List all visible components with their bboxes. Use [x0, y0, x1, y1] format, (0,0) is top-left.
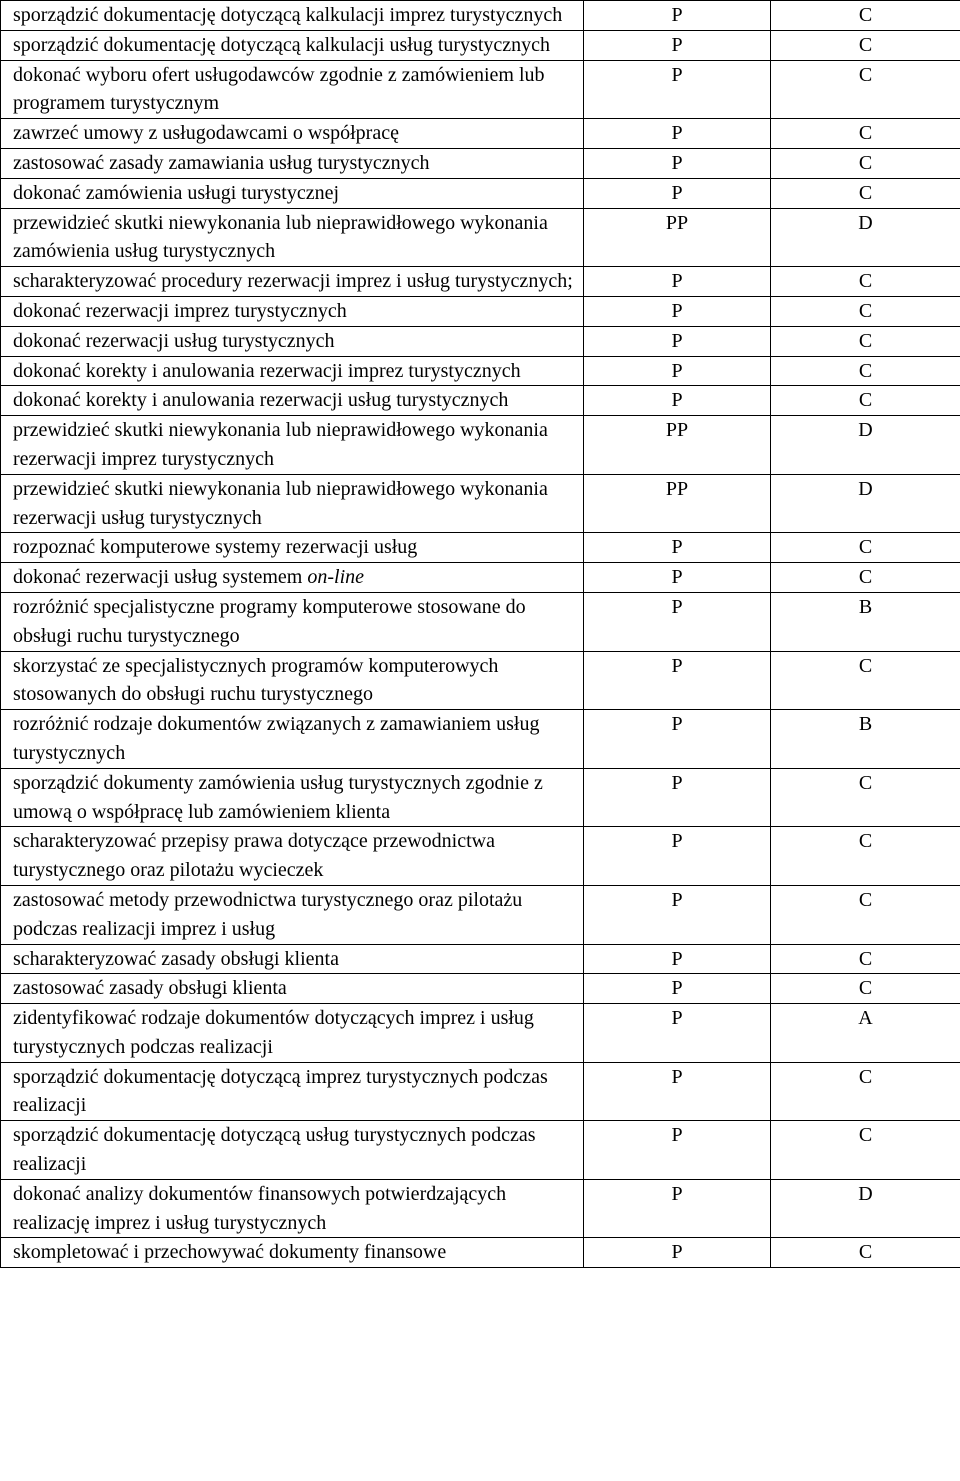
- skill-cell: [1, 974, 584, 1004]
- skill-text: zastosować zasady obsługi klienta: [13, 977, 287, 1000]
- skill-cell: [1, 208, 584, 267]
- category-cell: C: [771, 768, 960, 827]
- skill-cell: [1, 533, 584, 563]
- category-cell: C: [771, 974, 960, 1004]
- table-row: [1, 710, 960, 769]
- skill-cell: [1, 1004, 584, 1063]
- requirements-table-body: [1, 1, 960, 1268]
- table-row: [1, 885, 960, 944]
- table-row: [1, 1, 960, 31]
- level-cell: P: [584, 885, 771, 944]
- table-row: [1, 827, 960, 886]
- level-cell: PP: [584, 474, 771, 533]
- level-cell: P: [584, 178, 771, 208]
- table-row: [1, 60, 960, 119]
- category-cell: C: [771, 533, 960, 563]
- skill-cell: [1, 592, 584, 651]
- category-cell: C: [771, 30, 960, 60]
- table-row: [1, 651, 960, 710]
- skill-cell: [1, 768, 584, 827]
- skill-cell: [1, 296, 584, 326]
- category-cell: C: [771, 563, 960, 593]
- skill-text: sporządzić dokumenty zamówienia usług turystycznych zgodnie z umową o współpracę lub zamówieniem klienta: [13, 771, 543, 823]
- skill-cell: [1, 1179, 584, 1238]
- category-cell: C: [771, 1062, 960, 1121]
- table-row: [1, 386, 960, 416]
- category-cell: C: [771, 148, 960, 178]
- category-cell: D: [771, 208, 960, 267]
- category-cell: C: [771, 267, 960, 297]
- level-cell: P: [584, 974, 771, 1004]
- skill-text: rozpoznać komputerowe systemy rezerwacji usług: [13, 536, 418, 559]
- skill-text: dokonać wyboru ofert usługodawców zgodnie z zamówieniem lub programem turystycznym: [13, 63, 545, 115]
- table-row: [1, 416, 960, 475]
- skill-cell: [1, 827, 584, 886]
- level-cell: P: [584, 267, 771, 297]
- level-cell: P: [584, 60, 771, 119]
- skill-text: scharakteryzować procedury rezerwacji imprez i usług turystycznych;: [13, 270, 573, 293]
- level-cell: P: [584, 1, 771, 31]
- level-cell: P: [584, 296, 771, 326]
- skill-cell: [1, 710, 584, 769]
- level-cell: P: [584, 768, 771, 827]
- skill-text: sporządzić dokumentację dotyczącą usług turystycznych podczas realizacji: [13, 1124, 536, 1176]
- skill-cell: [1, 148, 584, 178]
- skill-cell: [1, 1121, 584, 1180]
- skill-text: przewidzieć skutki niewykonania lub nieprawidłowego wykonania rezerwacji imprez turystycznych: [13, 419, 548, 470]
- category-cell: D: [771, 416, 960, 475]
- table-row: [1, 1004, 960, 1063]
- skill-text: skompletować i przechowywać dokumenty finansowe: [13, 1241, 447, 1264]
- category-cell: C: [771, 885, 960, 944]
- table-row: [1, 178, 960, 208]
- skill-cell: [1, 60, 584, 119]
- category-cell: C: [771, 326, 960, 356]
- level-cell: P: [584, 1004, 771, 1063]
- category-cell: C: [771, 356, 960, 386]
- table-row: [1, 768, 960, 827]
- skill-text: zawrzeć umowy z usługodawcami o współpracę: [13, 122, 399, 145]
- skill-cell: [1, 30, 584, 60]
- skill-text-italic: on-line: [307, 566, 365, 589]
- skill-text: zastosować metody przewodnictwa turystycznego oraz pilotażu podczas realizacji imprez i usług: [13, 888, 523, 940]
- skill-cell: [1, 356, 584, 386]
- category-cell: C: [771, 60, 960, 119]
- category-cell: C: [771, 1238, 960, 1268]
- category-cell: D: [771, 474, 960, 533]
- skill-cell: [1, 563, 584, 593]
- table-row: [1, 974, 960, 1004]
- skill-text: dokonać rezerwacji usług turystycznych: [13, 329, 335, 352]
- category-cell: C: [771, 944, 960, 974]
- level-cell: P: [584, 119, 771, 149]
- skill-text: sporządzić dokumentację dotyczącą kalkulacji imprez turystycznych: [13, 4, 563, 26]
- table-row: [1, 944, 960, 974]
- skill-text: skorzystać ze specjalistycznych programów komputerowych stosowanych do obsługi ruchu turystycznego: [13, 654, 499, 706]
- category-cell: C: [771, 1121, 960, 1180]
- skill-text: scharakteryzować przepisy prawa dotyczące przewodnictwa turystycznego oraz pilotażu wycieczek: [13, 830, 495, 882]
- skill-cell: [1, 267, 584, 297]
- level-cell: P: [584, 563, 771, 593]
- level-cell: P: [584, 30, 771, 60]
- level-cell: P: [584, 710, 771, 769]
- category-cell: C: [771, 651, 960, 710]
- level-cell: P: [584, 827, 771, 886]
- level-cell: P: [584, 1121, 771, 1180]
- category-cell: C: [771, 296, 960, 326]
- level-cell: P: [584, 1238, 771, 1268]
- skill-cell: [1, 119, 584, 149]
- level-cell: P: [584, 1179, 771, 1238]
- skill-text: dokonać rezerwacji imprez turystycznych: [13, 299, 347, 322]
- table-row: [1, 1179, 960, 1238]
- skill-cell: [1, 416, 584, 475]
- category-cell: C: [771, 1, 960, 31]
- table-row: [1, 326, 960, 356]
- table-row: [1, 533, 960, 563]
- category-cell: C: [771, 386, 960, 416]
- skill-cell: [1, 1062, 584, 1121]
- skill-text: sporządzić dokumentację dotyczącą imprez turystycznych podczas realizacji: [13, 1065, 548, 1117]
- table-row: [1, 592, 960, 651]
- skill-text: przewidzieć skutki niewykonania lub nieprawidłowego wykonania zamówienia usług turystycznych: [13, 211, 548, 263]
- level-cell: P: [584, 356, 771, 386]
- level-cell: P: [584, 386, 771, 416]
- skill-text: zastosować zasady zamawiania usług turystycznych: [13, 151, 430, 174]
- category-cell: C: [771, 119, 960, 149]
- skill-text: dokonać analizy dokumentów finansowych potwierdzających realizację imprez i usług turystycznych: [13, 1182, 507, 1234]
- skill-cell: [1, 386, 584, 416]
- skill-cell: [1, 178, 584, 208]
- table-row: [1, 119, 960, 149]
- level-cell: P: [584, 651, 771, 710]
- skill-cell: [1, 1, 584, 31]
- skill-cell: [1, 651, 584, 710]
- skill-cell: [1, 1238, 584, 1268]
- skill-text: dokonać rezerwacji usług systemem: [13, 566, 308, 589]
- skill-text: przewidzieć skutki niewykonania lub nieprawidłowego wykonania rezerwacji usług turystycznych: [13, 477, 548, 529]
- skill-text: rozróżnić specjalistyczne programy komputerowe stosowane do obsługi ruchu turystycznego: [13, 595, 526, 647]
- skill-text: dokonać korekty i anulowania rezerwacji usług turystycznych: [13, 389, 509, 412]
- table-row: [1, 30, 960, 60]
- category-cell: A: [771, 1004, 960, 1063]
- table-row: [1, 563, 960, 593]
- skill-cell: [1, 474, 584, 533]
- category-cell: C: [771, 827, 960, 886]
- level-cell: P: [584, 944, 771, 974]
- level-cell: P: [584, 592, 771, 651]
- category-cell: B: [771, 592, 960, 651]
- level-cell: PP: [584, 208, 771, 267]
- level-cell: PP: [584, 416, 771, 475]
- skill-text: sporządzić dokumentację dotyczącą kalkulacji usług turystycznych: [13, 33, 551, 56]
- skill-text: dokonać korekty i anulowania rezerwacji imprez turystycznych: [13, 359, 521, 382]
- table-row: [1, 1121, 960, 1180]
- skill-text: zidentyfikować rodzaje dokumentów dotyczących imprez i usług turystycznych podczas realizacji: [13, 1007, 534, 1058]
- table-row: [1, 267, 960, 297]
- skill-cell: [1, 944, 584, 974]
- skill-text: rozróżnić rodzaje dokumentów związanych z zamawianiem usług turystycznych: [13, 713, 540, 764]
- level-cell: P: [584, 533, 771, 563]
- category-cell: C: [771, 178, 960, 208]
- table-row: [1, 296, 960, 326]
- table-row: [1, 474, 960, 533]
- table-row: [1, 148, 960, 178]
- table-row: [1, 208, 960, 267]
- table-row: [1, 1062, 960, 1121]
- skill-text: scharakteryzować zasady obsługi klienta: [13, 947, 339, 970]
- level-cell: P: [584, 326, 771, 356]
- skill-cell: [1, 326, 584, 356]
- skill-text: dokonać zamówienia usługi turystycznej: [13, 181, 340, 204]
- level-cell: P: [584, 1062, 771, 1121]
- level-cell: P: [584, 148, 771, 178]
- category-cell: B: [771, 710, 960, 769]
- table-row: [1, 1238, 960, 1268]
- category-cell: D: [771, 1179, 960, 1238]
- table-row: [1, 356, 960, 386]
- skill-cell: [1, 885, 584, 944]
